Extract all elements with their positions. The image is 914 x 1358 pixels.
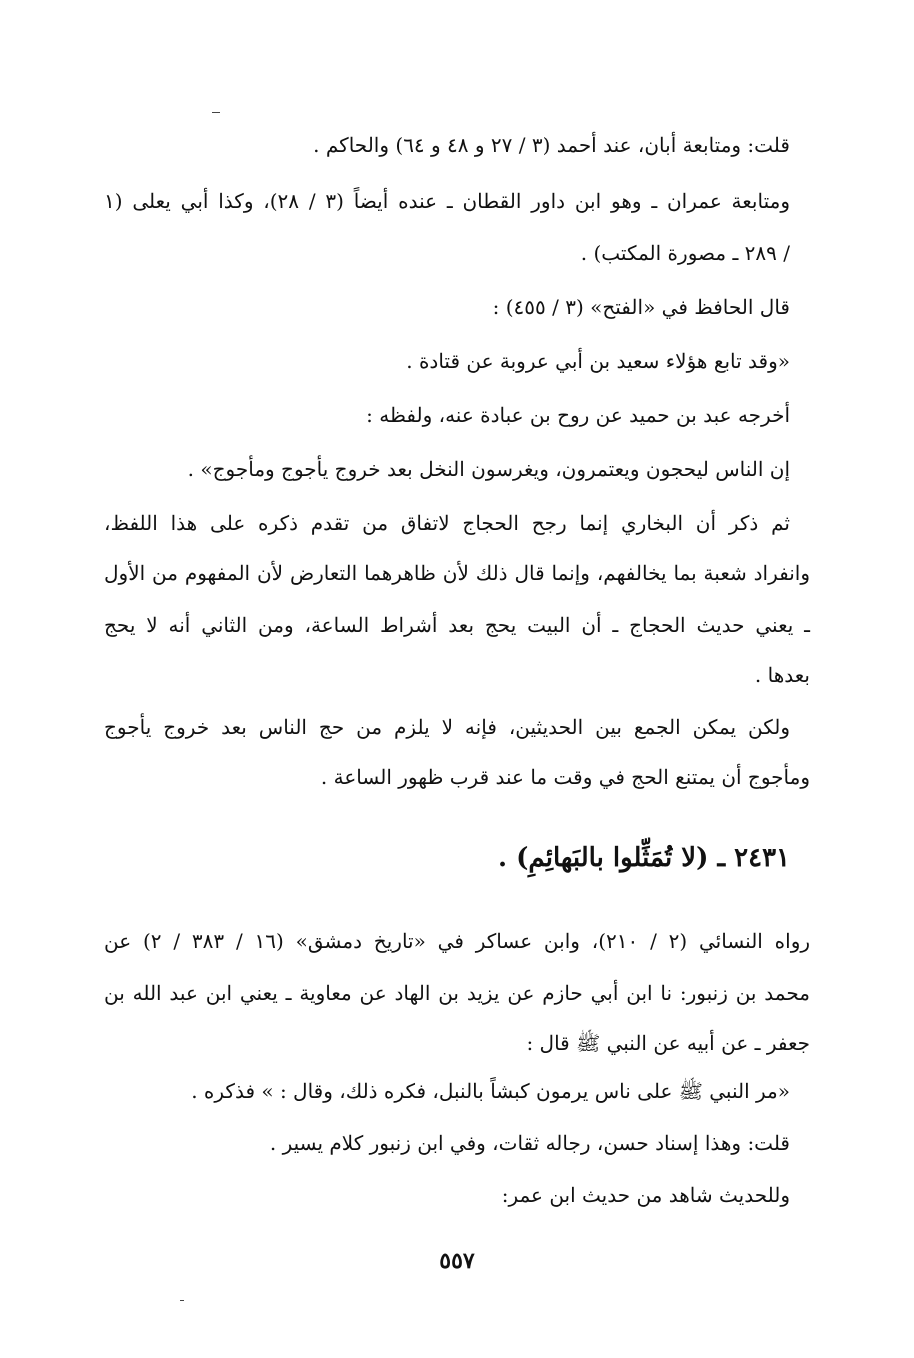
text-line: ومأجوج أن يمتنع الحج في وقت ما عند قرب ظهور الساعة . [320, 765, 810, 789]
text-line: ثم ذكر أن البخاري إنما رجح الحجاج لاتفاق من تقدم ذكره على هذا اللفظ، [104, 511, 790, 535]
text-line: قلت: وهذا إسناد حسن، رجاله ثقات، وفي ابن زنبور كلام يسير . [269, 1131, 790, 1155]
text-line: قلت: ومتابعة أبان، عند أحمد (٣ / ٢٧ و ٤٨ و ٦٤) والحاكم . [313, 133, 790, 157]
text-line: ومتابعة عمران ـ وهو ابن داور القطان ـ عنده أيضاً (٣ / ٢٨)، وكذا أبي يعلى (١ [104, 189, 790, 213]
text-line: جعفر ـ عن أبيه عن النبي ﷺ قال : [526, 1031, 810, 1055]
text-line: ولكن يمكن الجمع بين الحديثين، فإنه لا يلزم من حج الناس بعد خروج يأجوج [104, 715, 790, 739]
quote-line: «مر النبي ﷺ على ناس يرمون كبشاً بالنبل، فكره ذلك، وقال : » فذكره . [191, 1079, 790, 1103]
text-line: رواه النسائي (٢ / ٢١٠)، وابن عساكر في «تاريخ دمشق» (١٦ / ٣٨٣ / ٢) عن [104, 929, 811, 953]
hadith-heading: ٢٤٣١ ـ (لا تُمَثِّلوا بالبَهائِمِ) . [498, 843, 790, 873]
quote-line: «وقد تابع هؤلاء سعيد بن أبي عروبة عن قتادة . [406, 349, 790, 373]
text-line: قال الحافظ في «الفتح» (٣ / ٤٥٥) : [492, 295, 790, 319]
text-line: / ٢٨٩ ـ مصورة المكتب) . [580, 241, 790, 265]
text-line: محمد بن زنبور: نا ابن أبي حازم عن يزيد بن الهاد عن معاوية ـ يعني ابن عبد الله بن [104, 981, 810, 1005]
text-line: ـ يعني حديث الحجاج ـ أن البيت يحج بعد أشراط الساعة، ومن الثاني أنه لا يحج [104, 613, 811, 637]
scan-mark [212, 112, 220, 113]
quote-line: إن الناس ليحجون ويعتمرون، ويغرسون النخل بعد خروج يأجوج ومأجوج» . [187, 457, 790, 481]
text-line: وانفراد شعبة بما يخالفهم، وإنما قال ذلك لأن ظاهرهما التعارض لأن المفهوم من الأول [104, 561, 810, 585]
text-line: أخرجه عبد بن حميد عن روح بن عبادة عنه، ولفظه : [366, 403, 790, 427]
text-line: وللحديث شاهد من حديث ابن عمر: [501, 1183, 790, 1207]
text-line: بعدها . [754, 663, 810, 687]
scan-mark [180, 1300, 184, 1301]
page-number: ٥٥٧ [439, 1248, 475, 1274]
